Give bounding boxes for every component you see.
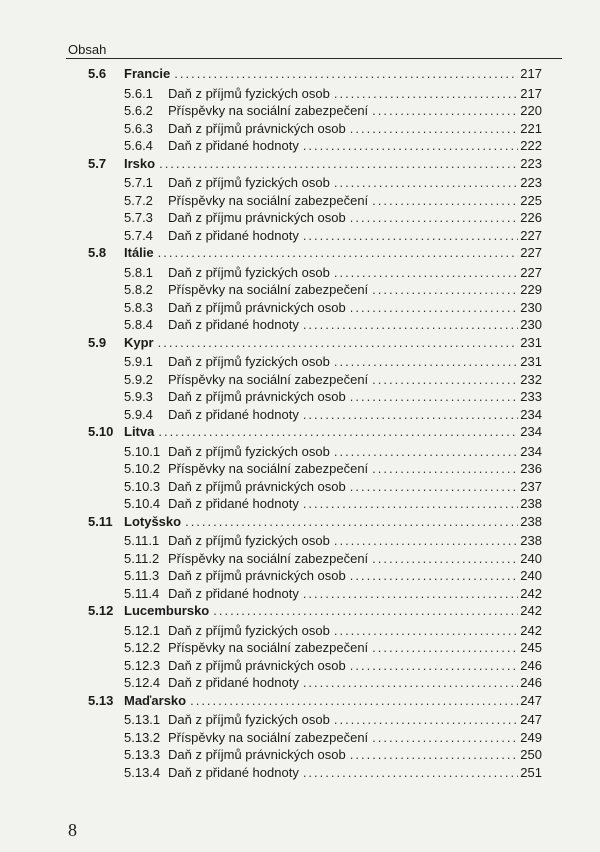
toc-subsection-page: 242 — [520, 622, 542, 638]
toc-subsection-page: 238 — [520, 533, 542, 548]
toc-subsection-title: Daň z příjmů právnických osob — [168, 478, 346, 494]
toc-subsection — [88, 138, 542, 156]
dot-leader — [303, 317, 518, 332]
toc-subsection-number: 5.6.2 — [124, 103, 153, 118]
toc-subsection-title: Příspěvky na sociální zabezpečení — [168, 192, 369, 208]
dot-leader — [372, 103, 518, 118]
toc-section-title: Francie — [124, 66, 171, 81]
page-header-title: Obsah — [68, 42, 107, 57]
dot-leader — [350, 121, 518, 136]
dot-leader — [372, 461, 518, 476]
toc-section-page: 234 — [520, 424, 542, 439]
dot-leader — [334, 265, 518, 280]
toc-subsection — [88, 675, 542, 693]
toc-subsection-page: 232 — [520, 371, 542, 387]
toc-subsection-page: 250 — [520, 747, 542, 762]
toc-subsection-number: 5.12.3 — [124, 657, 161, 673]
toc-subsection-page: 240 — [520, 568, 542, 583]
toc-subsection-page: 229 — [520, 282, 542, 297]
toc-subsection-title: Daň z příjmů právnických osob — [168, 389, 346, 404]
toc-section-title: Lucembursko — [124, 603, 210, 618]
toc-subsection-number: 5.9.3 — [124, 389, 153, 404]
toc-subsection-title: Daň z přidané hodnoty — [168, 406, 299, 422]
toc-section — [88, 156, 542, 176]
toc-subsection-page: 234 — [520, 406, 542, 422]
toc-subsection-page: 246 — [520, 675, 542, 690]
toc-subsection — [88, 265, 542, 283]
toc-subsection — [88, 103, 542, 121]
dot-leader — [158, 424, 518, 439]
toc-subsection — [88, 479, 542, 497]
toc-subsection-page: 227 — [520, 227, 542, 243]
toc-subsection-number: 5.9.4 — [124, 406, 153, 422]
toc-subsection-title: Daň z příjmů fyzických osob — [168, 354, 330, 369]
toc-section-title: Irsko — [124, 155, 156, 171]
toc-subsection-title: Daň z příjmů fyzických osob — [168, 443, 330, 459]
toc-subsection — [88, 86, 542, 104]
toc-subsection-page: 236 — [520, 461, 542, 476]
dot-leader — [372, 640, 518, 655]
toc-subsection-title: Daň z přidané hodnoty — [168, 496, 299, 511]
toc-subsection-page: 240 — [520, 550, 542, 566]
toc-section-number: 5.8 — [88, 245, 107, 260]
toc-subsection-title: Daň z příjmů právnických osob — [168, 657, 346, 673]
toc-section-page: 247 — [520, 692, 542, 708]
toc-subsection — [88, 461, 542, 479]
toc-subsection — [88, 747, 542, 765]
toc-subsection-page: 245 — [520, 640, 542, 655]
toc-section-number: 5.7 — [88, 155, 107, 171]
toc-section-number: 5.12 — [88, 603, 114, 618]
dot-leader — [334, 354, 518, 369]
dot-leader — [334, 444, 518, 459]
toc-subsection-number: 5.11.2 — [124, 550, 160, 566]
page-number: 8 — [68, 820, 77, 840]
toc-subsection-title: Daň z přidané hodnoty — [168, 227, 299, 243]
dot-leader — [303, 586, 518, 601]
toc-subsection-page: 242 — [520, 585, 542, 601]
toc-subsection-page: 233 — [520, 389, 542, 404]
dot-leader — [350, 658, 518, 673]
toc-subsection-number: 5.8.4 — [124, 317, 153, 332]
dot-leader — [174, 66, 518, 81]
toc-section-title: Kypr — [124, 334, 154, 350]
toc-subsection-title: Daň z příjmů právnických osob — [168, 747, 346, 762]
dot-leader — [303, 138, 518, 153]
toc-subsection-page: 238 — [520, 496, 542, 511]
toc-subsection-page: 237 — [520, 478, 542, 494]
toc-section-title: Maďarsko — [124, 692, 187, 708]
dot-leader — [350, 210, 518, 225]
toc-subsection-number: 5.7.1 — [124, 175, 153, 190]
toc-subsection — [88, 282, 542, 300]
toc-subsection — [88, 551, 542, 569]
toc-subsection-title: Daň z příjmů právnických osob — [168, 120, 346, 136]
toc-subsection-page: 222 — [520, 138, 542, 153]
toc-subsection-title: Daň z přidané hodnoty — [168, 675, 299, 690]
toc-subsection-title: Příspěvky na sociální zabezpečení — [168, 461, 369, 476]
toc-subsection — [88, 765, 542, 783]
toc-subsection-page: 221 — [520, 120, 542, 136]
dot-leader — [334, 712, 518, 727]
toc-subsection-page: 249 — [520, 729, 542, 745]
toc-section-number: 5.9 — [88, 334, 107, 350]
toc-subsection-title: Příspěvky na sociální zabezpečení — [168, 103, 369, 118]
dot-leader — [372, 730, 518, 745]
toc-subsection — [88, 658, 542, 676]
dot-leader — [185, 514, 518, 529]
toc-subsection — [88, 175, 542, 193]
toc-subsection-page: 225 — [520, 192, 542, 208]
toc-subsection-number: 5.10.4 — [124, 496, 161, 511]
toc-section — [88, 424, 542, 444]
toc-subsection-number: 5.9.2 — [124, 371, 153, 387]
toc-subsection-number: 5.7.4 — [124, 227, 153, 243]
toc-subsection — [88, 444, 542, 462]
dot-leader — [350, 568, 518, 583]
toc-subsection-title: Daň z příjmů fyzických osob — [168, 712, 330, 727]
toc-subsection — [88, 568, 542, 586]
toc-section-page: 217 — [520, 66, 542, 81]
toc-subsection-number: 5.6.3 — [124, 120, 153, 136]
toc-subsection-page: 247 — [520, 712, 542, 727]
toc-subsection-title: Daň z příjmů fyzických osob — [168, 622, 330, 638]
dot-leader — [303, 228, 518, 243]
dot-leader — [159, 156, 518, 171]
toc-section-page: 231 — [520, 334, 542, 350]
toc-subsection-title: Daň z přidané hodnoty — [168, 764, 299, 780]
toc-section — [88, 693, 542, 713]
dot-leader — [158, 335, 518, 350]
toc-subsection-title: Příspěvky na sociální zabezpečení — [168, 729, 369, 745]
toc-section — [88, 335, 542, 355]
toc-subsection-number: 5.7.2 — [124, 192, 153, 208]
dot-leader — [350, 747, 518, 762]
toc-subsection-number: 5.6.4 — [124, 138, 153, 153]
toc-subsection-title: Daň z příjmu právnických osob — [168, 210, 346, 225]
toc-subsection-page: 226 — [520, 210, 542, 225]
dot-leader — [350, 300, 518, 315]
toc-section-title: Litva — [124, 424, 155, 439]
dot-leader — [334, 175, 518, 190]
toc-subsection-title: Daň z přidané hodnoty — [168, 138, 299, 153]
toc-subsection-page: 246 — [520, 657, 542, 673]
toc-subsection — [88, 317, 542, 335]
toc-subsection — [88, 228, 542, 246]
toc-subsection — [88, 533, 542, 551]
toc-subsection-page: 223 — [520, 175, 542, 190]
dot-leader — [334, 623, 518, 638]
toc-subsection-number: 5.9.1 — [124, 354, 153, 369]
toc-subsection — [88, 496, 542, 514]
toc-subsection-page: 230 — [520, 317, 542, 332]
dot-leader — [372, 551, 518, 566]
toc-subsection-title: Příspěvky na sociální zabezpečení — [168, 371, 369, 387]
toc-subsection — [88, 730, 542, 748]
toc-subsection-number: 5.12.4 — [124, 675, 161, 690]
toc-section-title: Itálie — [124, 245, 154, 260]
toc-subsection — [88, 300, 542, 318]
toc-section-number: 5.11 — [88, 513, 113, 529]
toc-subsection — [88, 407, 542, 425]
table-of-contents — [88, 66, 542, 782]
toc-subsection — [88, 389, 542, 407]
toc-subsection-number: 5.8.3 — [124, 299, 153, 315]
toc-subsection-page: 251 — [520, 764, 542, 780]
toc-section-title: Lotyšsko — [124, 513, 182, 529]
toc-subsection-page: 234 — [520, 443, 542, 459]
dot-leader — [190, 693, 518, 708]
toc-subsection-number: 5.13.3 — [124, 747, 161, 762]
dot-leader — [372, 372, 518, 387]
toc-subsection-number: 5.10.2 — [124, 461, 161, 476]
toc-subsection-page: 227 — [520, 264, 542, 280]
toc-subsection-number: 5.8.1 — [124, 264, 153, 280]
toc-subsection-title: Daň z přidané hodnoty — [168, 585, 299, 601]
toc-subsection-title: Daň z příjmů fyzických osob — [168, 85, 330, 101]
toc-subsection-title: Daň z příjmů právnických osob — [168, 568, 346, 583]
toc-section-number: 5.6 — [88, 66, 107, 81]
toc-subsection-number: 5.13.1 — [124, 712, 161, 727]
toc-section — [88, 245, 542, 265]
toc-subsection-number: 5.13.2 — [124, 729, 161, 745]
toc-subsection — [88, 712, 542, 730]
toc-subsection-number: 5.12.2 — [124, 640, 161, 655]
dot-leader — [350, 389, 518, 404]
toc-subsection-page: 231 — [520, 354, 542, 369]
toc-section — [88, 603, 542, 623]
toc-section-page: 227 — [520, 245, 542, 260]
toc-subsection-title: Příspěvky na sociální zabezpečení — [168, 550, 369, 566]
toc-section-page: 242 — [520, 603, 542, 618]
dot-leader — [372, 282, 518, 297]
toc-subsection-title: Daň z příjmů právnických osob — [168, 299, 346, 315]
toc-subsection-number: 5.11.1 — [124, 533, 160, 548]
dot-leader — [350, 479, 518, 494]
toc-subsection-number: 5.13.4 — [124, 764, 161, 780]
toc-subsection-number: 5.11.3 — [124, 568, 160, 583]
toc-subsection — [88, 210, 542, 228]
toc-subsection-title: Daň z příjmů fyzických osob — [168, 264, 330, 280]
toc-subsection — [88, 193, 542, 211]
toc-subsection-number: 5.6.1 — [124, 85, 153, 101]
dot-leader — [213, 603, 518, 618]
toc-subsection-number: 5.10.3 — [124, 478, 161, 494]
toc-subsection — [88, 121, 542, 139]
toc-subsection — [88, 354, 542, 372]
dot-leader — [303, 407, 518, 422]
toc-subsection — [88, 372, 542, 390]
toc-subsection-title: Daň z příjmů fyzických osob — [168, 533, 330, 548]
dot-leader — [303, 765, 518, 780]
toc-subsection-number: 5.12.1 — [124, 622, 161, 638]
toc-section-number: 5.10 — [88, 424, 114, 439]
toc-section-page: 223 — [520, 155, 542, 171]
toc-subsection-title: Daň z příjmů fyzických osob — [168, 175, 330, 190]
toc-subsection — [88, 586, 542, 604]
toc-subsection-page: 220 — [520, 103, 542, 118]
toc-section — [88, 66, 542, 86]
dot-leader — [303, 675, 518, 690]
toc-section-page: 238 — [520, 513, 542, 529]
toc-subsection-number: 5.7.3 — [124, 210, 153, 225]
dot-leader — [303, 496, 518, 511]
toc-subsection-number: 5.11.4 — [124, 585, 160, 601]
toc-subsection-page: 217 — [520, 85, 542, 101]
toc-section — [88, 514, 542, 534]
dot-leader — [372, 193, 518, 208]
dot-leader — [334, 533, 518, 548]
toc-subsection — [88, 623, 542, 641]
toc-section-number: 5.13 — [88, 692, 114, 708]
toc-subsection-number: 5.10.1 — [124, 443, 161, 459]
dot-leader — [334, 86, 518, 101]
header-rule — [66, 58, 562, 59]
toc-subsection-title: Daň z přidané hodnoty — [168, 317, 299, 332]
toc-subsection — [88, 640, 542, 658]
toc-subsection-page: 230 — [520, 299, 542, 315]
toc-subsection-number: 5.8.2 — [124, 282, 153, 297]
dot-leader — [158, 245, 518, 260]
toc-subsection-title: Příspěvky na sociální zabezpečení — [168, 640, 369, 655]
toc-subsection-title: Příspěvky na sociální zabezpečení — [168, 282, 369, 297]
